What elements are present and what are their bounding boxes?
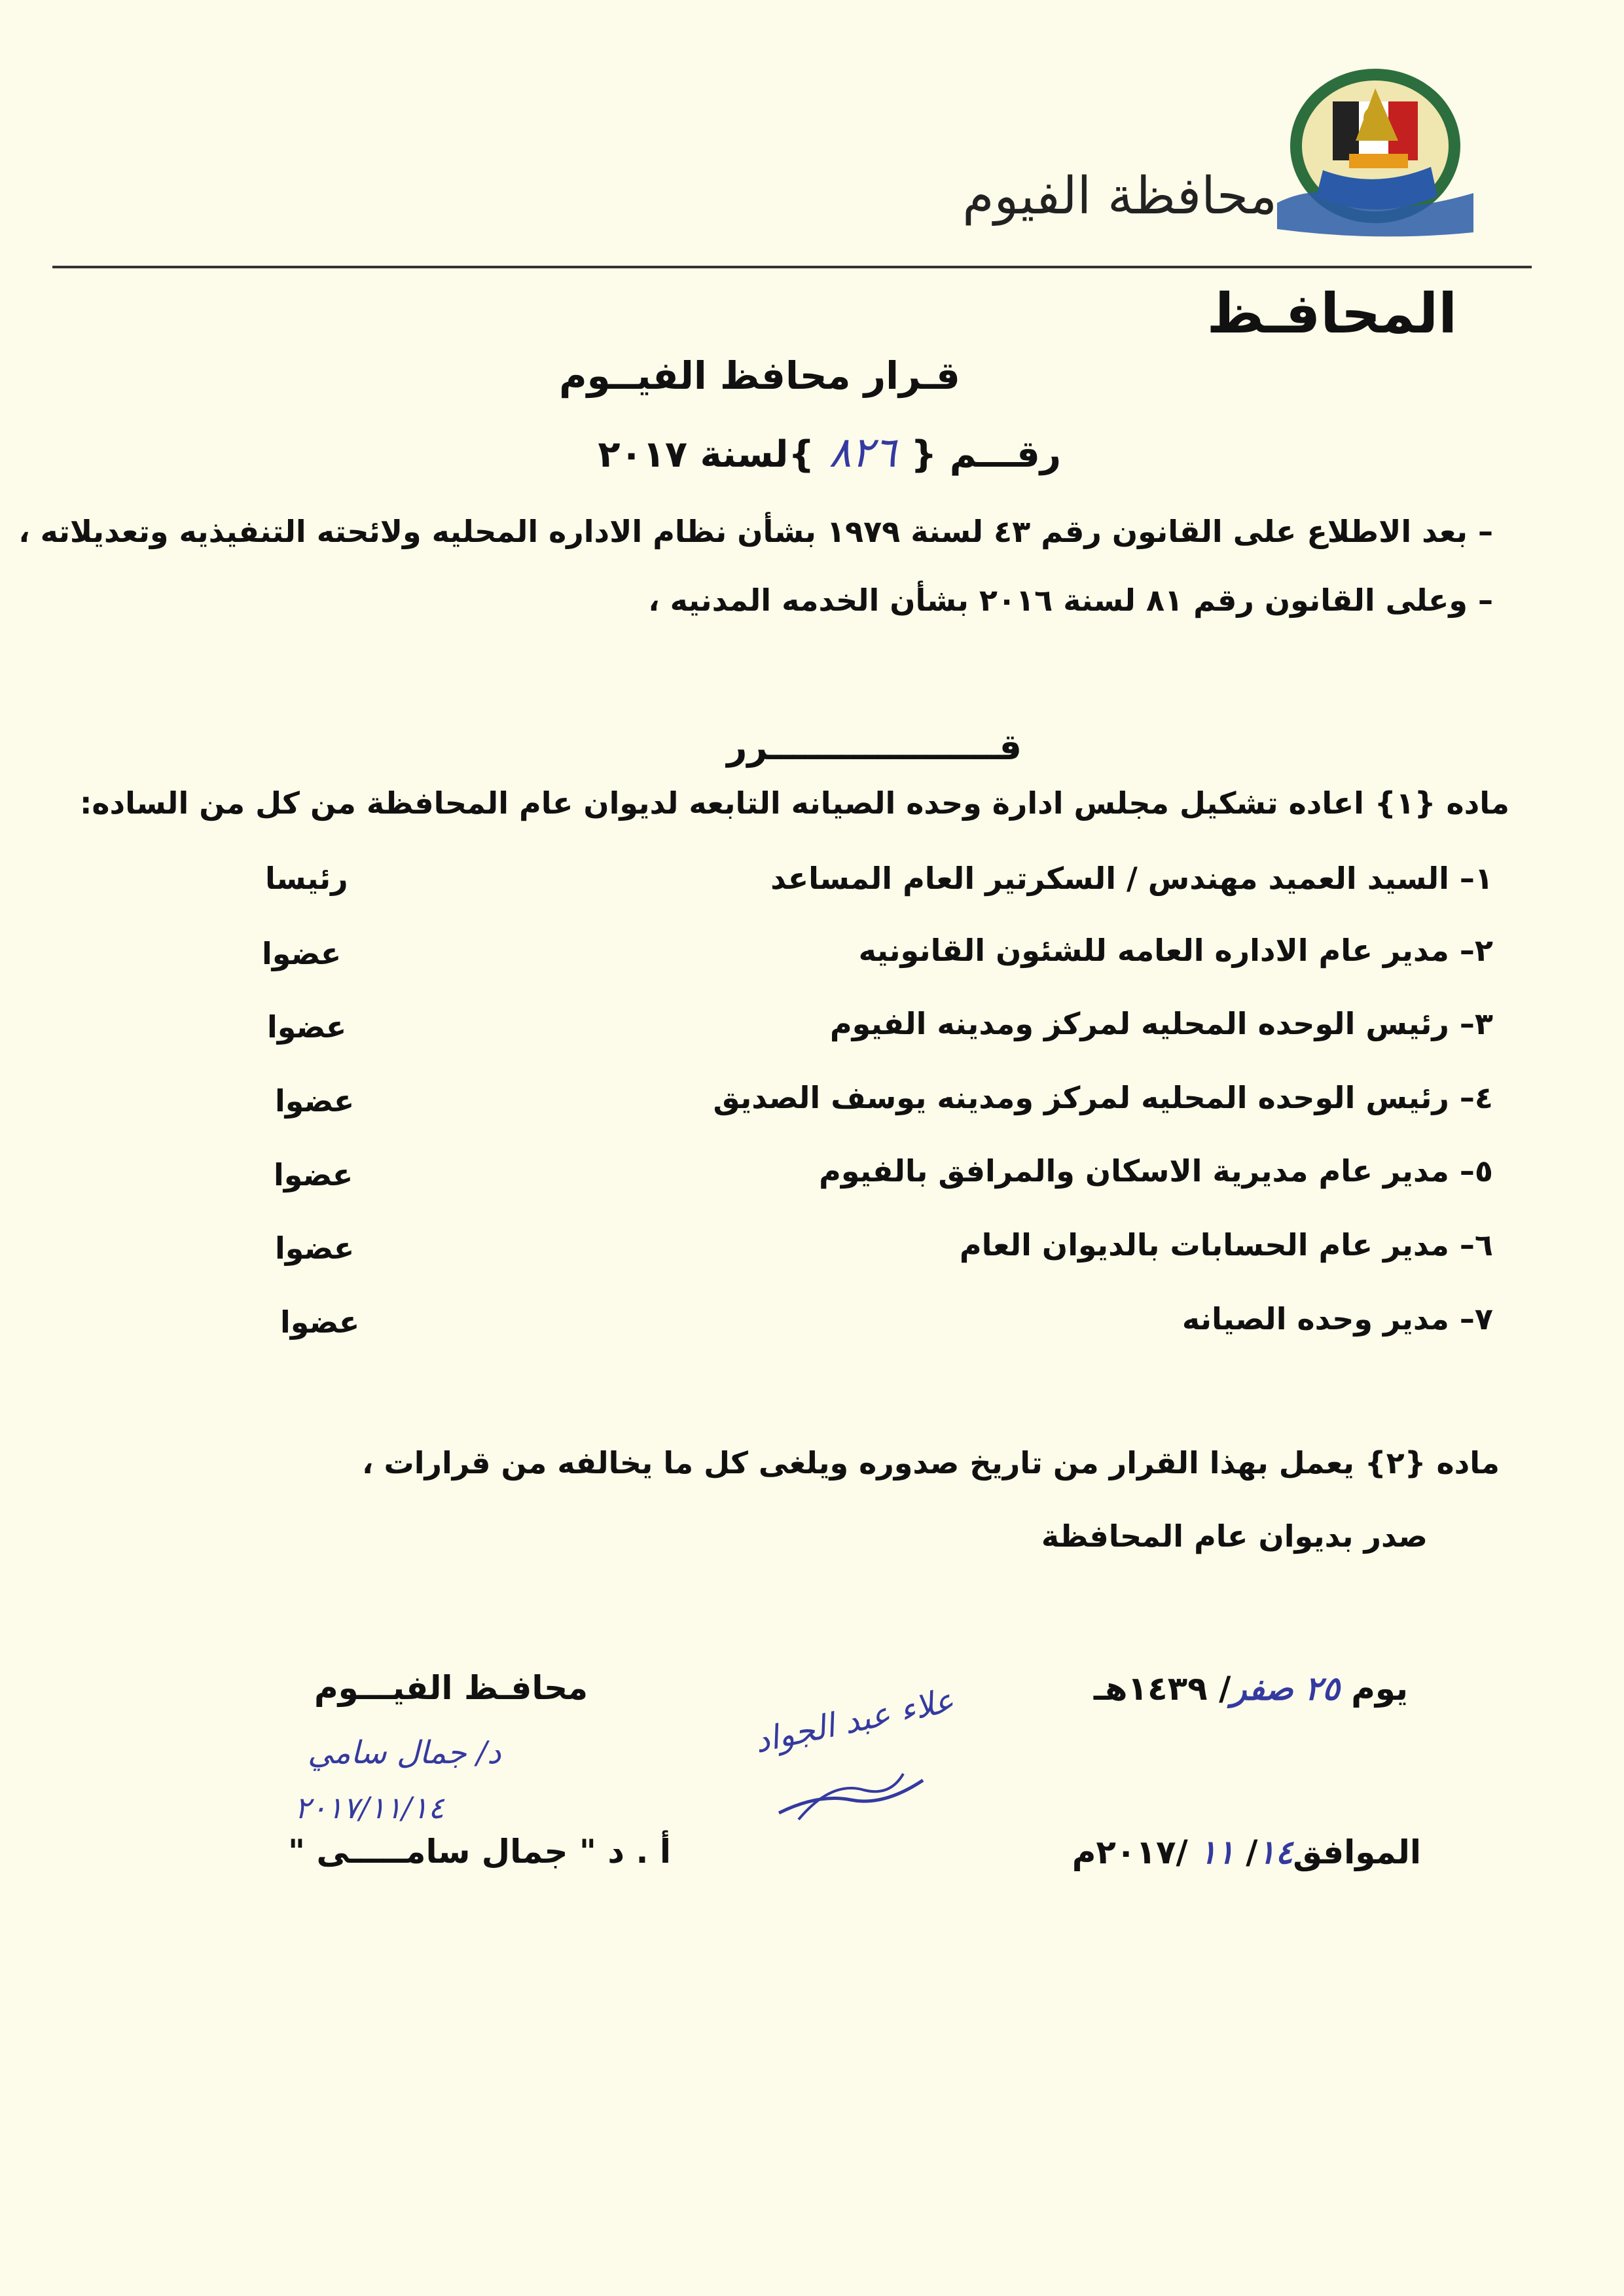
article-1: ماده {١} اعاده تشكيل مجلس ادارة وحده الصيانه التابعه لديوان عام المحافظة من كل من الساده: [79,785,1509,821]
decision-number-line [598,429,1061,477]
number-suffix: }لسنة ٢٠١٧ [598,433,815,476]
hijri-prefix: يوم [1351,1670,1408,1708]
office-title: المحافـظ [1206,281,1457,346]
member-1-role: رئيسا [265,861,348,896]
greg-month-hand: ١١ [1199,1833,1235,1871]
preamble-line-2: – وعلى القانون رقم ٨١ لسنة ٢٠١٦ بشأن الخدمه المدنيه ، [648,583,1493,618]
issued-at: صدر بديوان عام المحافظة [1041,1518,1428,1554]
hijri-handwritten: ٢٥ صفر [1231,1669,1340,1708]
decision-title: قـرار محافظ الفيــوم [559,353,960,398]
greg-prefix: الموافق [1293,1833,1421,1871]
member-2-role: عضوا [262,936,342,971]
member-4: ٤– رئيس الوحده المحليه لمركز ومدينه يوسف الصديق [713,1080,1493,1115]
signatory-title: محافـظ الفيـــوم [314,1669,588,1707]
header-divider [52,266,1532,268]
hijri-date [1094,1669,1408,1708]
article-2: ماده {٢} يعمل بهذا القرار من تاريخ صدوره ويلغى كل ما يخالفه من قرارات ، [361,1445,1500,1480]
member-7: ٧– مدير وحده الصيانه [1182,1301,1493,1336]
handwritten-sign-date: ٢٠١٧/١١/١٤ [295,1790,444,1825]
gregorian-date: الموافق١٤/ ١١ /٢٠١٧م [1072,1833,1421,1871]
decided-heading: قـــــــــــــــــــرر [727,726,1022,768]
signatory-name: أ . د " جمال سامـــــى " [288,1833,671,1871]
second-signature-name: علاء عبد الجواد [751,1681,958,1761]
preamble-line-1: – بعد الاطلاع على القانون رقم ٤٣ لسنة ١٩٧٩ بشأن نظام الاداره المحليه ولائحته التنفيذيه وتعديلاته ، [18,514,1493,549]
member-3-role: عضوا [267,1009,347,1045]
greg-day-hand: ١٤ [1257,1833,1293,1871]
member-5-role: عضوا [274,1157,353,1193]
member-6-role: عضوا [275,1230,355,1266]
greg-suffix: /٢٠١٧م [1072,1833,1188,1871]
hijri-suffix: / ١٤٣٩هـ [1093,1670,1231,1708]
member-1: ١– السيد العميد مهندس / السكرتير العام المساعد [770,861,1493,896]
member-7-role: عضوا [280,1304,360,1340]
member-3: ٣– رئيس الوحده المحليه لمركز ومدينه الفيوم [829,1006,1493,1041]
member-2: ٢– مدير عام الاداره العامه للشئون القانونيه [858,933,1493,968]
number-prefix: رقـــم { [911,433,1061,476]
member-6: ٦– مدير عام الحسابات بالديوان العام [959,1227,1493,1263]
member-4-role: عضوا [275,1083,355,1119]
handwritten-number: ٨٢٦ [829,429,897,477]
second-signature-scribble [772,1754,929,1826]
governorate-name: محافظة الفيوم [962,167,1277,226]
handwritten-signatory-name: د/ جمال سامي [308,1734,501,1771]
member-5: ٥– مدير عام مديرية الاسكان والمرافق بالفيوم [819,1153,1493,1189]
governorate-logo [1277,62,1473,239]
